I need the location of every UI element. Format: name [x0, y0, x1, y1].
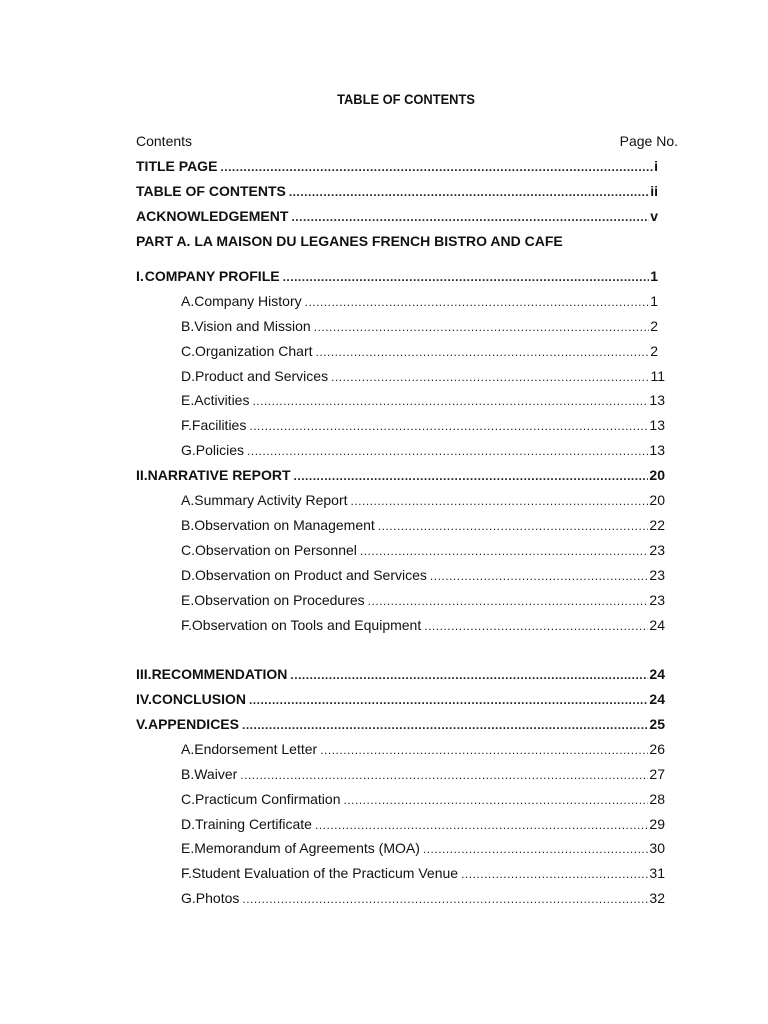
contents-column-label: Contents	[136, 133, 193, 149]
dot-leader	[316, 342, 650, 362]
toc-subentry[interactable]	[181, 291, 658, 311]
toc-section-narrative-report[interactable]	[136, 465, 665, 485]
toc-entry-page: 32	[649, 890, 665, 906]
dot-leader	[315, 815, 648, 835]
dot-leader	[283, 267, 650, 287]
dot-leader	[461, 864, 648, 884]
toc-entry-page: 1	[650, 268, 658, 284]
dot-leader	[289, 182, 649, 202]
toc-entry-label: TITLE PAGE	[136, 158, 218, 174]
subentry-letter: C.	[181, 542, 195, 558]
toc-subentry[interactable]	[181, 565, 665, 585]
dot-leader	[305, 292, 650, 312]
toc-subentry[interactable]	[181, 316, 658, 336]
toc-subentry[interactable]	[181, 341, 658, 361]
dot-leader	[294, 466, 649, 486]
toc-entry-label: Company History	[194, 293, 302, 309]
toc-entry-label: APPENDICES	[147, 716, 239, 732]
dot-leader	[378, 516, 649, 536]
toc-entry-label: Observation on Management	[194, 517, 375, 533]
toc-entry-label: Student Evaluation of the Practicum Venue	[191, 865, 459, 881]
toc-entry-label: COMPANY PROFILE	[144, 268, 280, 284]
toc-entry-page: 13	[649, 417, 665, 433]
toc-entry-page: ii	[650, 183, 658, 199]
toc-entry-page: 23	[649, 567, 665, 583]
page-number-column-label: Page No.	[619, 133, 678, 149]
dot-leader	[247, 441, 648, 461]
toc-subentry[interactable]	[181, 366, 665, 386]
toc-entry-label: Observation on Personnel	[195, 542, 357, 558]
toc-subentry[interactable]	[181, 540, 665, 560]
toc-entry-label: NARRATIVE REPORT	[147, 467, 291, 483]
toc-entry-page: 28	[649, 791, 665, 807]
toc-entry-page: 23	[649, 542, 665, 558]
subentry-letter: A.	[181, 741, 195, 757]
toc-entry-label: Organization Chart	[195, 343, 313, 359]
subentry-letter: G.	[181, 442, 196, 458]
subentry-letter: D.	[181, 368, 195, 384]
toc-entry-page: i	[654, 158, 658, 174]
dot-leader	[331, 367, 649, 387]
subentry-letter: F.	[181, 417, 192, 433]
page-title: TABLE OF CONTENTS	[337, 91, 475, 107]
toc-section-company-profile[interactable]	[136, 266, 658, 286]
toc-entry-page: 13	[649, 442, 665, 458]
toc-entry-page: 2	[650, 318, 658, 334]
subentry-letter: F.	[181, 617, 192, 633]
toc-subentry[interactable]	[181, 415, 665, 435]
toc-entry-label: Observation on Product and Services	[195, 567, 427, 583]
toc-entry-page: v	[650, 208, 658, 224]
dot-leader	[252, 391, 648, 411]
dot-leader	[291, 207, 649, 227]
toc-entry-page: 31	[649, 865, 665, 881]
toc-subentry[interactable]	[181, 390, 665, 410]
dot-leader	[423, 839, 649, 859]
toc-entry-page: 25	[649, 716, 665, 732]
toc-subentry[interactable]	[181, 814, 665, 834]
toc-subentry[interactable]	[181, 888, 665, 908]
toc-entry-label: Vision and Mission	[194, 318, 311, 334]
dot-leader	[430, 566, 649, 586]
toc-entry-page: 11	[650, 368, 665, 384]
toc-section-conclusion[interactable]	[136, 689, 665, 709]
toc-entry-page: 24	[649, 691, 665, 707]
dot-leader	[424, 616, 648, 636]
dot-leader	[314, 317, 649, 337]
toc-entry-page: 30	[649, 840, 665, 856]
toc-entry-page: 29	[649, 816, 665, 832]
toc-entry-table-of-contents[interactable]	[136, 181, 658, 201]
toc-entry-title-page[interactable]	[136, 156, 658, 176]
subentry-letter: G.	[181, 890, 196, 906]
dot-leader	[320, 740, 648, 760]
part-heading: PART A. LA MAISON DU LEGANES FRENCH BISTRO AND CAFE	[136, 233, 563, 249]
toc-entry-label: Product and Services	[195, 368, 329, 384]
toc-section-recommendation[interactable]	[136, 664, 665, 684]
toc-entry-label: TABLE OF CONTENTS	[136, 183, 286, 199]
toc-subentry[interactable]	[181, 490, 665, 510]
subentry-letter: B.	[181, 766, 195, 782]
section-numeral: I.	[136, 268, 144, 284]
subentry-letter: B.	[181, 517, 195, 533]
toc-section-appendices[interactable]	[136, 714, 665, 734]
toc-subentry[interactable]	[181, 590, 665, 610]
toc-entry-label: RECOMMENDATION	[151, 666, 288, 682]
toc-entry-page: 20	[649, 467, 665, 483]
toc-entry-label: Policies	[195, 442, 245, 458]
section-numeral: IV.	[136, 691, 152, 707]
toc-subentry[interactable]	[181, 764, 665, 784]
toc-entry-page: 27	[649, 766, 665, 782]
toc-subentry[interactable]	[181, 739, 665, 759]
subentry-letter: D.	[181, 567, 195, 583]
toc-entry-label: ACKNOWLEDGEMENT	[136, 208, 289, 224]
subentry-letter: B.	[181, 318, 195, 334]
section-numeral: V.	[136, 716, 148, 732]
dot-leader	[249, 416, 648, 436]
toc-entry-page: 22	[649, 517, 665, 533]
section-numeral: II.	[136, 467, 148, 483]
subentry-letter: E.	[181, 840, 195, 856]
toc-subentry[interactable]	[181, 515, 665, 535]
subentry-letter: E.	[181, 392, 195, 408]
dot-leader	[242, 889, 648, 909]
dot-leader	[290, 665, 648, 685]
toc-entry-label: Summary Activity Report	[194, 492, 348, 508]
toc-entry-page: 24	[649, 617, 665, 633]
toc-header	[136, 133, 678, 149]
toc-subentry[interactable]	[181, 838, 665, 858]
section-numeral: III.	[136, 666, 152, 682]
toc-entry-acknowledgement[interactable]	[136, 206, 658, 226]
subentry-letter: E.	[181, 592, 195, 608]
toc-subentry[interactable]	[181, 615, 665, 635]
toc-entry-label: Endorsement Letter	[194, 741, 318, 757]
toc-entry-label: Practicum Confirmation	[195, 791, 341, 807]
toc-entry-page: 23	[649, 592, 665, 608]
dot-leader	[249, 690, 648, 710]
dot-leader	[220, 157, 653, 177]
subentry-letter: D.	[181, 816, 195, 832]
subentry-letter: A.	[181, 492, 195, 508]
dot-leader	[344, 790, 649, 810]
toc-entry-page: 1	[650, 293, 658, 309]
toc-entry-label: Waiver	[194, 766, 238, 782]
toc-subentry[interactable]	[181, 440, 665, 460]
toc-entry-label: Memorandum of Agreements (MOA)	[194, 840, 420, 856]
toc-entry-page: 20	[649, 492, 665, 508]
toc-entry-label: Activities	[194, 392, 250, 408]
toc-entry-label: Observation on Procedures	[194, 592, 365, 608]
toc-entry-page: 13	[649, 392, 665, 408]
dot-leader	[351, 491, 649, 511]
dot-leader	[240, 765, 648, 785]
dot-leader	[360, 541, 649, 561]
toc-entry-label: Training Certificate	[195, 816, 312, 832]
toc-subentry[interactable]	[181, 863, 665, 883]
dot-leader	[242, 715, 648, 735]
toc-subentry[interactable]	[181, 789, 665, 809]
toc-entry-page: 2	[650, 343, 658, 359]
toc-entry-page: 24	[649, 666, 665, 682]
toc-entry-label: CONCLUSION	[151, 691, 246, 707]
toc-entry-page: 26	[649, 741, 665, 757]
subentry-letter: C.	[181, 791, 195, 807]
subentry-letter: A.	[181, 293, 195, 309]
toc-entry-label: Observation on Tools and Equipment	[191, 617, 422, 633]
subentry-letter: F.	[181, 865, 192, 881]
toc-entry-label: Photos	[195, 890, 240, 906]
dot-leader	[368, 591, 649, 611]
toc-entry-label: Facilities	[191, 417, 247, 433]
subentry-letter: C.	[181, 343, 195, 359]
